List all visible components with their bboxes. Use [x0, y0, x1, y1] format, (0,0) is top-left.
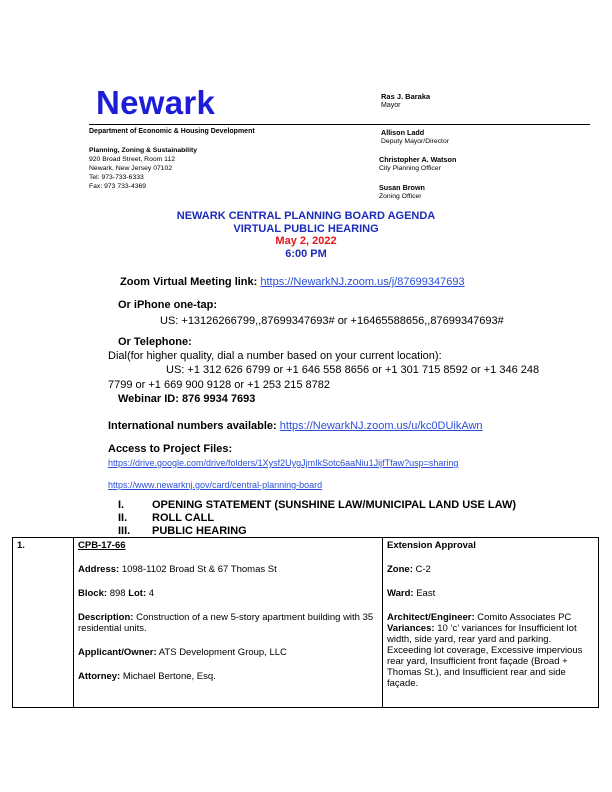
planning-board-link[interactable]: https://www.newarknj.gov/card/central-planning-board [108, 480, 323, 490]
zoom-link-label: Zoom Virtual Meeting link: [120, 276, 258, 288]
description-label: Description: [78, 612, 134, 623]
mayor-name: Ras J. Baraka [381, 92, 431, 101]
section-number: II. [118, 512, 128, 524]
section-title: ROLL CALL [152, 512, 215, 524]
agenda-heading [0, 210, 612, 260]
case-number: CPB-17-66 [78, 540, 126, 551]
drive-link[interactable]: https://drive.google.com/drive/folders/1Xysf2UygJjmIkSotc6aaNiu1JijfTfaw?usp=sharing [108, 458, 459, 468]
block-label: Block: [78, 588, 108, 599]
department-name: Department of Economic & Housing Development [89, 128, 255, 135]
variances-label: Variances: [387, 623, 435, 634]
description-value: Construction of a new 5-story apartment building with 35 residential units. [78, 612, 374, 634]
address-line-1: 920 Broad Street, Room 112 [89, 156, 176, 163]
newark-logo: Newark [96, 84, 216, 121]
agenda-date: May 2, 2022 [275, 235, 337, 247]
architect-label: Architect/Engineer: [387, 612, 475, 623]
staff-name: Christopher A. Watson [379, 155, 457, 164]
staff-entry [379, 183, 425, 201]
address-label: Address: [78, 564, 120, 575]
staff-title: Zoning Officer [379, 193, 422, 200]
agenda-section [118, 512, 214, 524]
address-value: 1098-1102 Broad St & 67 Thomas St [121, 564, 277, 575]
item-status-cell [383, 538, 599, 708]
attorney-value: Michael Bertone, Esq. [122, 671, 216, 682]
ward-value: East [416, 588, 436, 599]
phone-numbers-line-2: 7799 or +1 669 900 9128 or +1 253 215 8782 [108, 379, 331, 391]
zone-row [387, 564, 594, 575]
zoom-link-row [120, 276, 465, 288]
department-contact [89, 146, 197, 191]
hearing-item-table [12, 537, 599, 708]
zone-label: Zone: [387, 564, 413, 575]
staff-name: Allison Ladd [381, 128, 425, 137]
architect-value: Comito Associates PC [477, 612, 572, 623]
approval-type: Extension Approval [387, 540, 476, 551]
table-row [13, 538, 599, 708]
section-number: III. [118, 525, 131, 537]
agenda-section [118, 525, 247, 537]
ward-label: Ward: [387, 588, 414, 599]
dial-note: Dial(for higher quality, dial a number based on your current location): [108, 350, 442, 362]
agenda-time: 6:00 PM [285, 247, 327, 260]
variances-value: 10 ‘c’ variances for Insufficient lot width, side yard, rear yard and parking. Exceeding lot coverage, Excessive impervious rear yard, Insufficient front façade (Broad + Thomas St.), and Insufficient rear and side façade. [387, 623, 583, 689]
telephone-label: Or Telephone: [118, 336, 192, 348]
section-number: I. [118, 499, 125, 511]
item-number-cell [13, 538, 74, 708]
staff-entry [381, 128, 449, 146]
international-row [108, 420, 483, 432]
international-link[interactable]: https://NewarkNJ.zoom.us/u/kc0DUikAwn [279, 420, 483, 432]
section-title: OPENING STATEMENT (SUNSHINE LAW/MUNICIPAL LAND USE LAW) [152, 499, 517, 511]
division-name: Planning, Zoning & Sustainability [89, 147, 197, 154]
webinar-id: Webinar ID: 876 9934 7693 [118, 393, 256, 405]
ward-row [387, 588, 594, 599]
architect-row [387, 612, 594, 623]
applicant-label: Applicant/Owner: [78, 647, 157, 658]
address-line-2: Newark, New Jersey 07102 [89, 165, 173, 172]
block-value: 898 [109, 588, 126, 599]
staff-title: City Planning Officer [379, 165, 441, 172]
attorney-row [78, 671, 378, 682]
iphone-label: Or iPhone one-tap: [118, 299, 217, 311]
zoom-link[interactable]: https://NewarkNJ.zoom.us/j/87699347693 [260, 276, 465, 288]
phone-numbers-line-1: US: +1 312 626 6799 or +1 646 558 8656 or +1 301 715 8592 or +1 346 248 [166, 364, 540, 376]
agenda-title: NEWARK CENTRAL PLANNING BOARD AGENDA [176, 210, 436, 222]
header-divider [89, 124, 590, 125]
staff-name: Susan Brown [379, 183, 425, 192]
zone-value: C-2 [415, 564, 431, 575]
telephone: Tel: 973-733-6333 [89, 174, 144, 181]
applicant-value: ATS Development Group, LLC [158, 647, 287, 658]
agenda-section [118, 499, 516, 511]
staff-title: Deputy Mayor/Director [381, 138, 449, 145]
lot-value: 4 [148, 588, 155, 599]
lot-label: Lot: [128, 588, 147, 599]
item-details-cell [74, 538, 383, 708]
fax: Fax: 973 733-4369 [89, 183, 147, 190]
description-row [78, 612, 378, 634]
international-label: International numbers available: [108, 420, 277, 432]
applicant-row [78, 647, 378, 658]
iphone-numbers: US: +13126266799,,87699347693# or +16465588656,,87699347693# [160, 315, 504, 327]
agenda-subtitle: VIRTUAL PUBLIC HEARING [233, 222, 379, 235]
staff-entry [379, 155, 456, 173]
item-number: 1. [17, 540, 25, 551]
block-lot-row [78, 588, 378, 599]
attorney-label: Attorney: [78, 671, 121, 682]
mayor-title: Mayor [381, 102, 401, 109]
variances-row [387, 623, 594, 689]
project-files-label: Access to Project Files: [108, 443, 233, 455]
section-title: PUBLIC HEARING [152, 525, 247, 537]
address-row [78, 564, 378, 575]
